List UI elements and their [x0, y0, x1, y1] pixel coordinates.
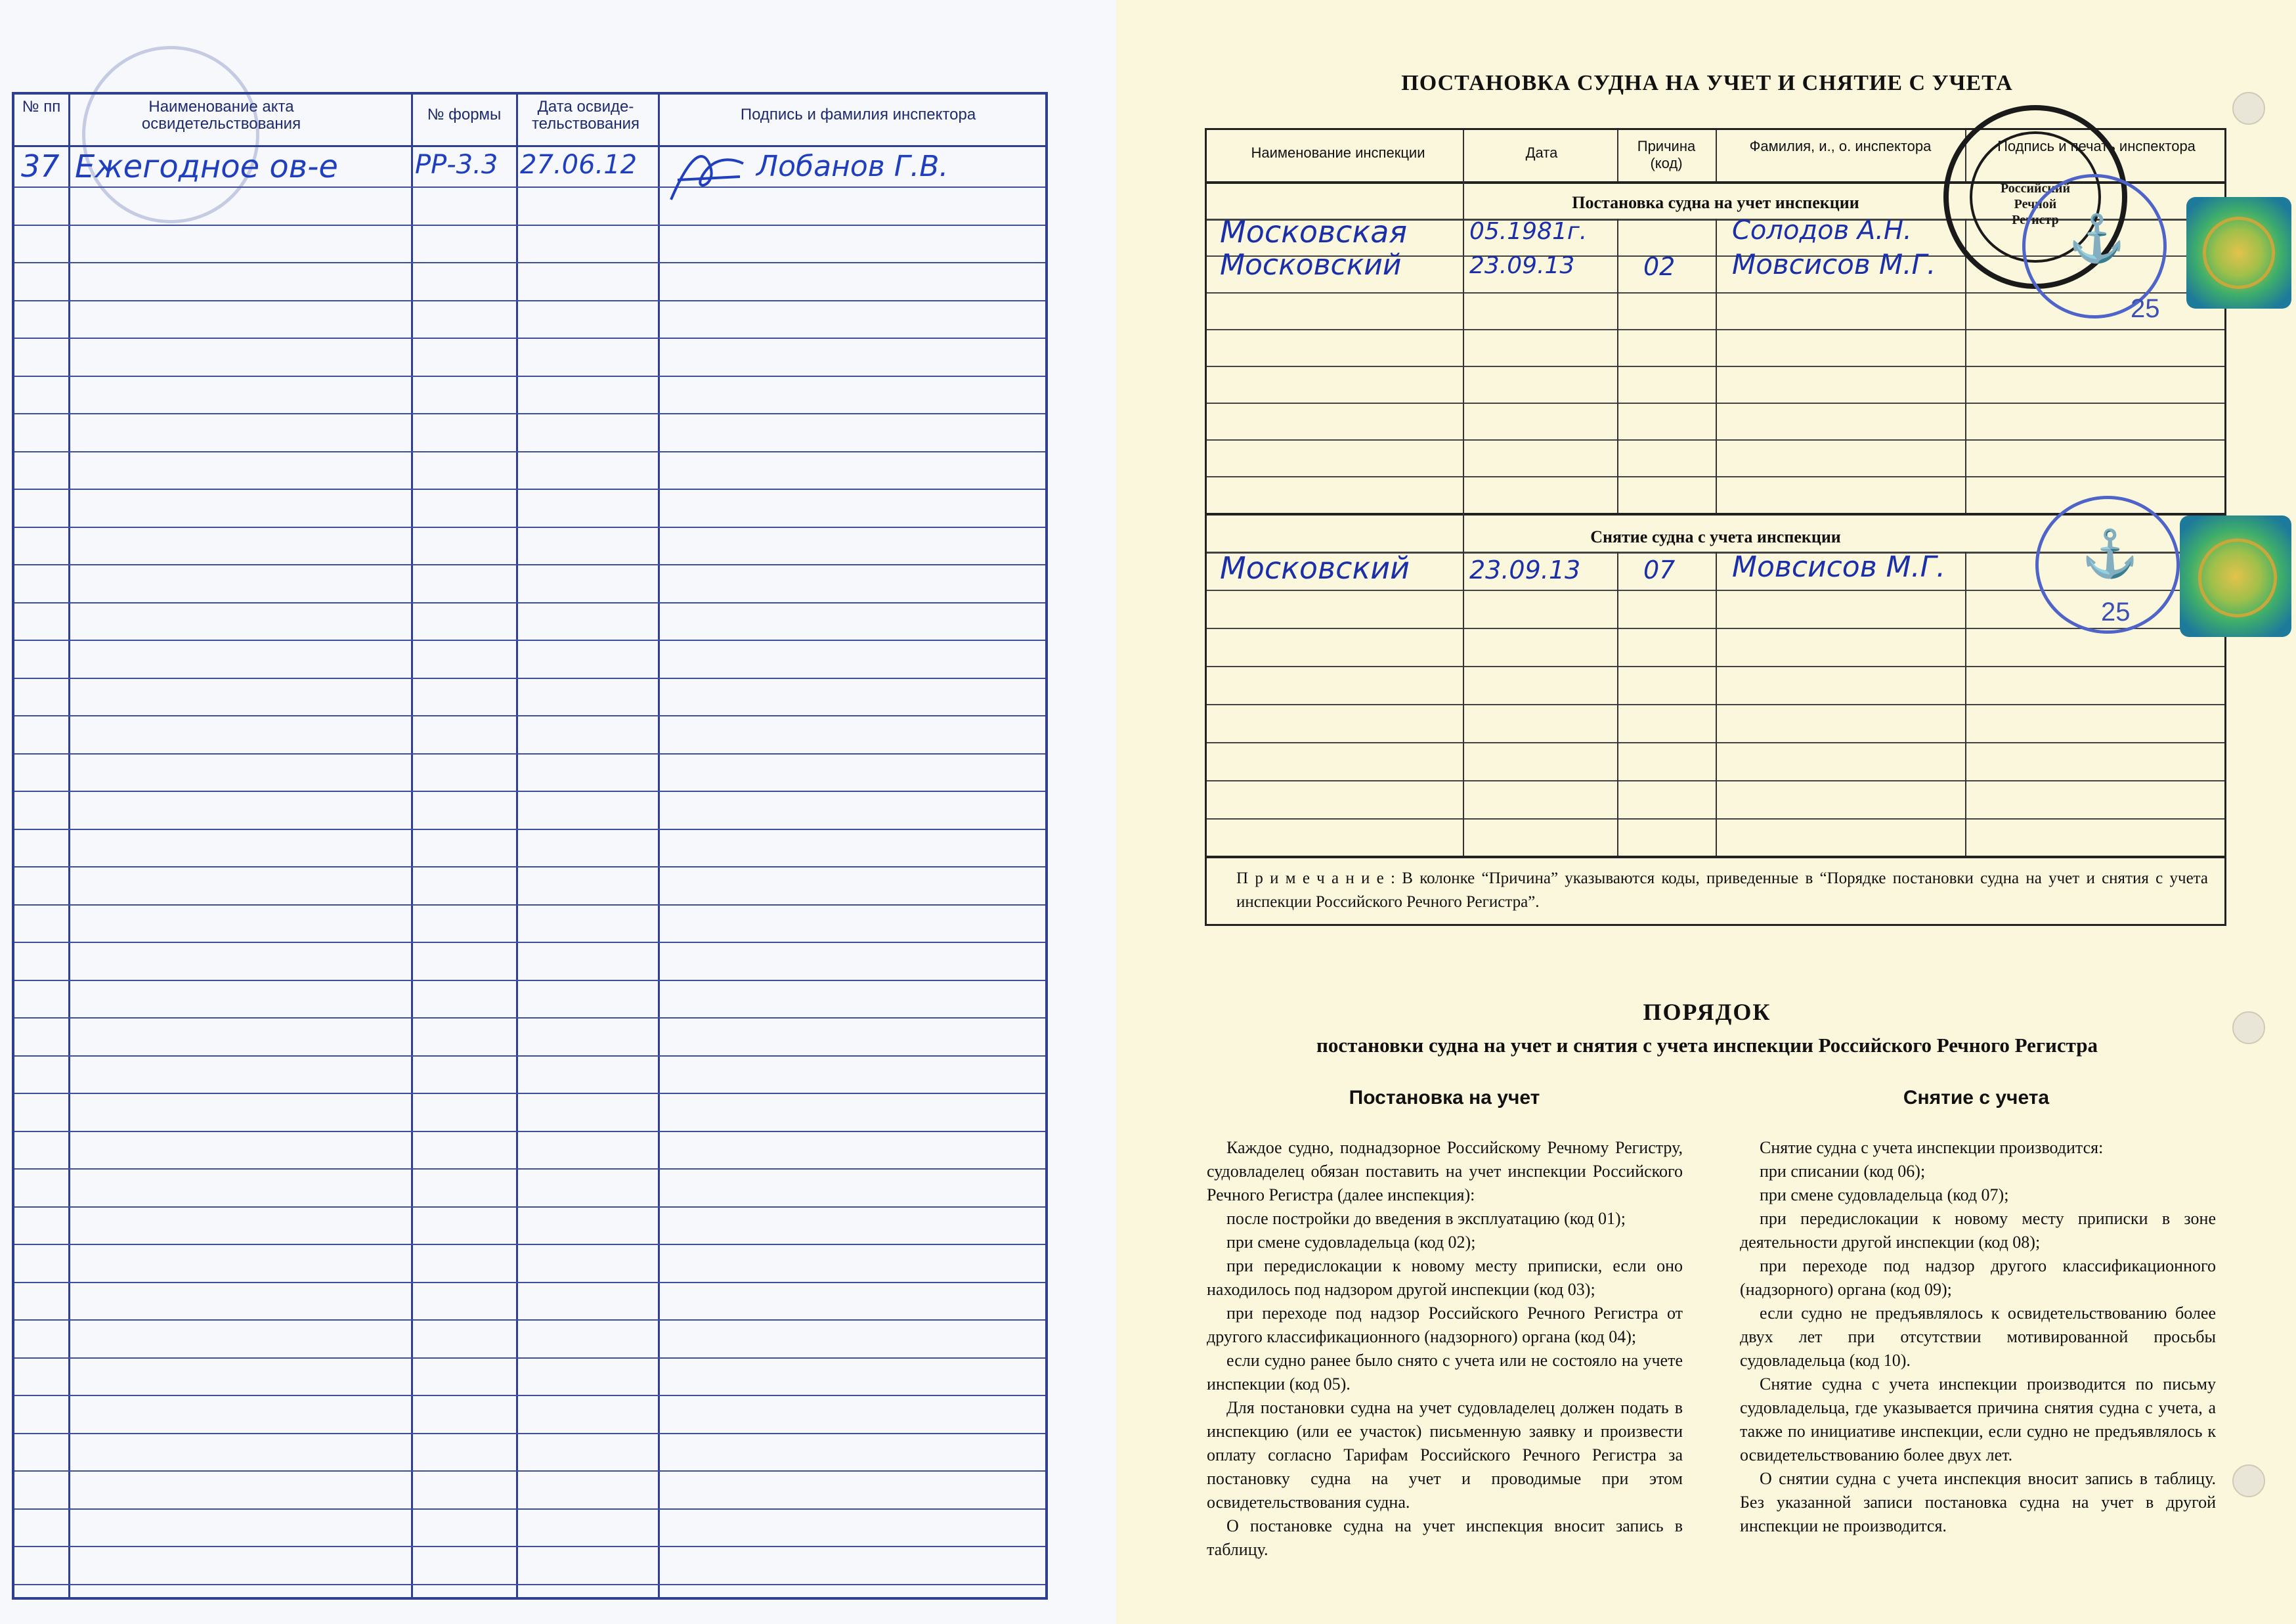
ruled-row-line — [14, 376, 1045, 377]
removal-section-header: Снятие судна с учета инспекции — [1590, 527, 1841, 546]
entry-inspector: Лобанов Г.В. — [756, 150, 949, 183]
col-header-inspection: Наименование инспекции — [1251, 144, 1425, 161]
ruled-row-line — [14, 225, 1045, 226]
ruled-row-line — [14, 715, 1045, 716]
order-title: ПОРЯДОК — [1643, 999, 1771, 1025]
paragraph: Снятие судна с учета инспекции производится по письму судовладельца, где указывается причина снятия судна с учета, а также по инициативе инспекции, если судно не предъявлялось к освидетельствованию более двух лет. — [1740, 1374, 2216, 1464]
removal-entry-inspector: Мовсисов М.Г. — [1732, 550, 1946, 584]
table-note: П р и м е ч а н и е : В колонке “Причина” указываются коды, приведенные в “Порядке постановки судна на учет и снятия с учета инспекции Российского Речного Регистра”. — [1236, 869, 2208, 911]
ruled-row-line — [14, 1508, 1045, 1510]
paragraph: при переходе под надзор другого классификационного (надзорного) органа (код 09); — [1740, 1256, 2216, 1299]
ruled-row-line — [14, 866, 1045, 867]
paragraph: при списании (код 06); — [1760, 1162, 1926, 1181]
paragraph: при переходе под надзор Российского Речного Регистра от другого классификационного (надзорного) органа (код 04); — [1207, 1304, 1683, 1346]
reg-entry-1-inspector: Солодов А.Н. — [1732, 215, 1912, 246]
ruled-row-line — [14, 678, 1045, 679]
ruled-row-line — [14, 1206, 1045, 1208]
reg-entry-1-date: 05.1981г. — [1469, 218, 1588, 245]
reg-entry-2-code: 02 — [1643, 252, 1676, 281]
removal-entry-inspection: Московский — [1220, 550, 1410, 586]
hologram-emblem — [2203, 217, 2275, 289]
hologram-sticker — [2180, 516, 2291, 637]
anchor-icon: ⚓ — [2068, 214, 2126, 265]
ruled-row-line — [14, 1546, 1045, 1547]
punch-hole — [2232, 1464, 2265, 1497]
col-divider — [516, 95, 518, 1597]
col-header-seal: Подпись и печать инспектора — [1997, 138, 2196, 154]
left-page — [0, 0, 1116, 1624]
ruled-row-line — [14, 1319, 1045, 1321]
paragraph: при смене судовладельца (код 07); — [1760, 1185, 2009, 1204]
survey-table — [12, 92, 1048, 1600]
seal-stamp-text: Российский Речной Регистр — [2001, 181, 2070, 227]
ruled-row-line — [14, 942, 1045, 943]
paragraph: Снятие судна с учета инспекции производится: — [1760, 1138, 2104, 1157]
col-divider — [1716, 219, 1717, 513]
col-header-num: № пп — [22, 98, 61, 116]
col-divider — [1617, 219, 1618, 513]
ruled-row-line — [14, 1395, 1045, 1396]
paragraph: после постройки до введения в эксплуатацию (код 01); — [1226, 1209, 1626, 1228]
col-divider — [1617, 552, 1618, 856]
anchor-icon: ⚓ — [2081, 529, 2139, 580]
ruled-row-line — [14, 451, 1045, 452]
ruled-row-line — [14, 829, 1045, 830]
paragraph: если судно не предъявлялось к освидетельствованию более двух лет при отсутствии мотивированной просьбы судовладельца (код 10). — [1740, 1304, 2216, 1370]
col-header-date: Дата освиде- тельствования — [531, 98, 640, 133]
col-header-date: Дата — [1525, 144, 1558, 161]
ruled-row-line — [14, 1093, 1045, 1094]
handwritten-signature — [664, 141, 750, 213]
ruled-row-line — [14, 300, 1045, 301]
punch-hole — [2232, 1011, 2265, 1044]
ruled-row-line — [14, 1017, 1045, 1019]
paragraph: Каждое судно, поднадзорное Российскому Речному Регистру, судовладелец обязан поставить на учет инспекции Российского Речного Регистра (далее инспекция): — [1207, 1138, 1683, 1204]
ruled-row-line — [14, 1584, 1045, 1585]
registration-procedure-text — [1207, 1136, 1683, 1562]
reg-entry-1-inspection: Московская — [1220, 214, 1408, 250]
ruled-row-line — [14, 1244, 1045, 1245]
col-divider — [68, 95, 70, 1597]
right-page — [1116, 0, 2296, 1624]
ruled-row-line — [14, 527, 1045, 528]
order-section — [1182, 998, 2232, 1559]
ruled-row-line — [14, 338, 1045, 339]
col-divider — [658, 95, 660, 1597]
hologram-sticker — [2186, 197, 2291, 309]
paragraph: если судно ранее было снято с учета или не состояло на учете инспекции (код 05). — [1207, 1351, 1683, 1394]
ruled-row-line — [14, 1131, 1045, 1132]
paragraph: при передислокации к новому месту приписки в зоне деятельности другой инспекции (код 08); — [1740, 1209, 2216, 1252]
removal-entry-code: 07 — [1643, 556, 1676, 584]
stamp-number: 25 — [2131, 294, 2160, 323]
registration-title: ПОСТАНОВКА СУДНА НА УЧЕТ И СНЯТИЕ С УЧЕТА — [1401, 71, 2013, 95]
ruled-row-line — [14, 1470, 1045, 1472]
col-divider — [1463, 130, 1464, 856]
paragraph: О постановке судна на учет инспекция вносит запись в таблицу. — [1207, 1516, 1683, 1559]
ruled-row-line — [14, 1168, 1045, 1170]
hologram-emblem — [2198, 538, 2277, 617]
entry-act: Ежегодное ов-е — [75, 148, 338, 185]
col-divider — [411, 95, 413, 1597]
registration-section-header: Постановка судна на учет инспекции — [1572, 193, 1859, 212]
col-divider — [1617, 130, 1618, 181]
entry-form: РР-3.3 — [415, 150, 498, 180]
ruled-row-line — [14, 1433, 1045, 1434]
ruled-row-line — [14, 640, 1045, 641]
paragraph: Для постановки судна на учет судовладелец должен подать в инспекцию (или ее участок) письменную заявку и произвести оплату согласно Тарифам Российского Речного Регистра за постановку судна на учет и проводимые при этом освидетельствования судна. — [1207, 1398, 1683, 1512]
ruled-row-line — [14, 489, 1045, 490]
paragraph: О снятии судна с учета инспекция вносит запись в таблицу. Без указанной записи постановка судна на учет в другой инспекции не производится. — [1740, 1469, 2216, 1535]
col-divider — [1965, 552, 1966, 856]
col-header-form: № формы — [427, 106, 502, 123]
reg-entry-2-inspector: Мовсисов М.Г. — [1732, 248, 1936, 280]
registration-procedure-title: Постановка на учет — [1349, 1087, 1540, 1108]
ruled-row-line — [14, 753, 1045, 755]
col-header-signature: Подпись и фамилия инспектора — [740, 106, 976, 123]
paragraph: при передислокации к новому месту приписки, если оно находилось под надзором другой инспекции (код 03); — [1207, 1256, 1683, 1299]
note-divider — [1207, 856, 2224, 858]
survey-table-header — [14, 95, 1045, 147]
col-header-code: Причина (код) — [1637, 138, 1696, 171]
paragraph: при смене судовладельца (код 02); — [1226, 1233, 1476, 1252]
col-header-inspector: Фамилия, и., о. инспектора — [1749, 138, 1932, 154]
ruled-row-line — [14, 1055, 1045, 1057]
removal-entry-date: 23.09.13 — [1469, 556, 1581, 584]
entry-date: 27.06.12 — [520, 150, 638, 180]
col-divider — [1716, 552, 1717, 856]
ruled-row-line — [14, 187, 1045, 188]
col-divider — [1716, 130, 1717, 181]
col-header-act: Наименование акта освидетельствования — [141, 98, 301, 133]
order-subtitle: постановки судна на учет и снятия с учета инспекции Российского Речного Регистра — [1316, 1034, 2098, 1057]
ruled-row-line — [14, 1357, 1045, 1359]
ruled-row-line — [14, 262, 1045, 263]
ruled-row-line — [14, 602, 1045, 604]
col-divider — [1965, 219, 1966, 513]
punch-hole — [2232, 92, 2265, 125]
entry-num: 37 — [21, 148, 60, 184]
ruled-row-line — [14, 413, 1045, 414]
reg-entry-2-date: 23.09.13 — [1469, 252, 1575, 279]
ruled-row-line — [14, 1282, 1045, 1283]
removal-procedure-text — [1740, 1136, 2216, 1538]
ruled-row-line — [14, 564, 1045, 565]
reg-entry-2-inspection: Московский — [1220, 248, 1402, 282]
ruled-row-line — [14, 791, 1045, 792]
removal-procedure-title: Снятие с учета — [1903, 1087, 2050, 1108]
ruled-row-line — [14, 904, 1045, 906]
stamp-number: 25 — [2101, 598, 2131, 626]
ruled-row-line — [14, 980, 1045, 981]
